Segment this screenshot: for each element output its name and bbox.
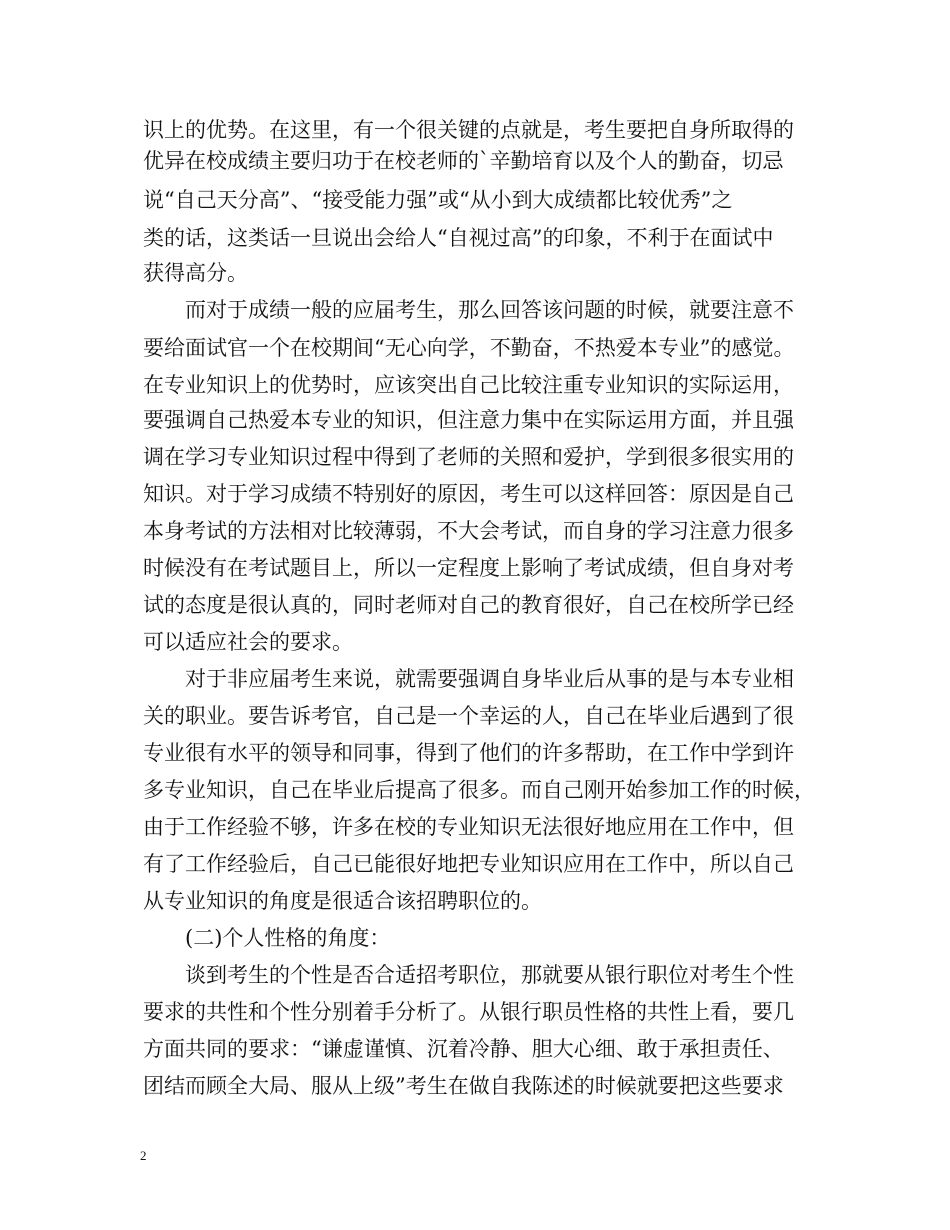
text-line: 识上的优势。在这里，有一个很关键的点就是，考生要把自身所取得的 [143, 118, 794, 142]
text-line: 试的态度是很认真的，同时老师对自己的教育很好，自己在校所学已经 [143, 593, 794, 617]
text-line: 从专业知识的角度是很适合该招聘职位的。 [143, 889, 542, 913]
text-line: 有了工作经验后，自己已能很好地把专业知识应用在工作中，所以自己 [143, 852, 794, 876]
text-line: 获得高分。 [143, 261, 248, 285]
section-heading: (二)个人性格的角度： [185, 926, 391, 950]
text-line: 说“自己天分高”、“接受能力强”或“从小到大成绩都比较优秀”之 [143, 188, 733, 212]
text-line: 要强调自己热爱本专业的知识，但注意力集中在实际运用方面，并且强 [143, 408, 794, 432]
text-line: 在专业知识上的优势时，应该突出自己比较注重专业知识的实际运用， [143, 373, 794, 397]
text-line: 可以适应社会的要求。 [143, 630, 353, 654]
text-line: 关的职业。要告诉考官，自己是一个幸运的人，自己在毕业后遇到了很 [143, 704, 794, 728]
paragraph-first-line: 谈到考生的个性是否合适招考职位，那就要从银行职位对考生个性 [185, 963, 794, 987]
paragraph-first-line: 而对于成绩一般的应届考生，那么回答该问题的时候，就要注意不 [185, 298, 794, 322]
text-line: 类的话，这类话一旦说出会给人“自视过高”的印象，不利于在面试中 [143, 226, 774, 250]
text-line: 时候没有在考试题目上，所以一定程度上影响了考试成绩，但自身对考 [143, 556, 794, 580]
text-line: 要求的共性和个性分别着手分析了。从银行职员性格的共性上看，要几 [143, 1000, 794, 1024]
text-line: 由于工作经验不够，许多在校的专业知识无法很好地应用在工作中，但 [143, 815, 794, 839]
text-line: 知识。对于学习成绩不特别好的原因，考生可以这样回答：原因是自己 [143, 482, 794, 506]
text-line: 优异在校成绩主要归功于在校老师的`辛勤培育以及个人的勤奋，切忌 [143, 149, 784, 173]
page-number: 2 [140, 1148, 147, 1163]
text-line: 专业很有水平的领导和同事，得到了他们的许多帮助，在工作中学到许 [143, 741, 794, 765]
text-line: 调在学习专业知识过程中得到了老师的关照和爱护，学到很多很实用的 [143, 445, 794, 469]
text-line: 团结而顾全大局、服从上级”考生在做自我陈述的时候就要把这些要求 [143, 1074, 784, 1098]
paragraph-first-line: 对于非应届考生来说，就需要强调自身毕业后从事的是与本专业相 [185, 667, 794, 691]
text-line: 本身考试的方法相对比较薄弱，不大会考试，而自身的学习注意力很多 [143, 519, 794, 543]
text-line: 方面共同的要求：“谦虚谨慎、沉着冷静、胆大心细、敢于承担责任、 [143, 1037, 784, 1061]
text-line: 要给面试官一个在校期间“无心向学，不勤奋，不热爱本专业”的感觉。 [143, 336, 795, 360]
text-line: 多专业知识，自己在毕业后提高了很多。而自己刚开始参加工作的时候， [143, 778, 815, 802]
